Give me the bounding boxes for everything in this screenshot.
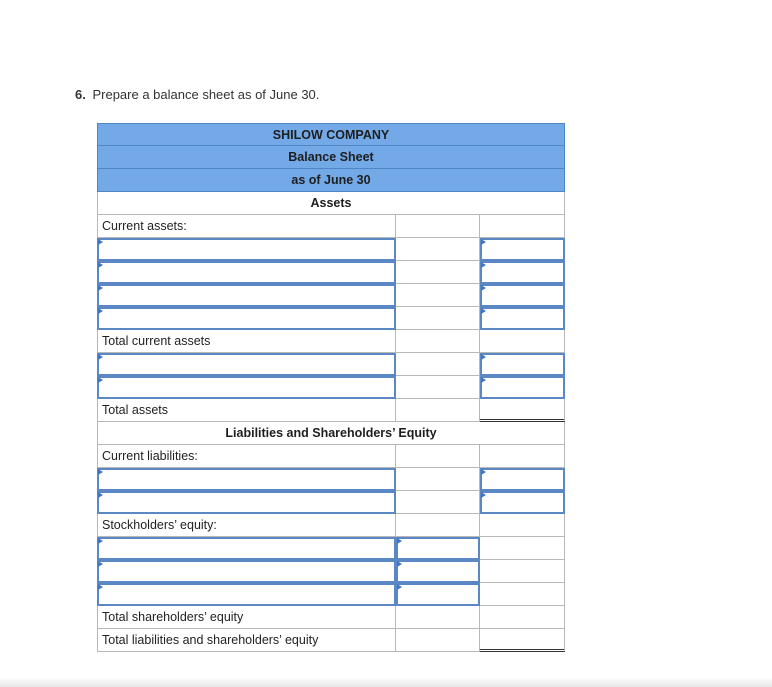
table-row [97, 468, 565, 491]
table-row [97, 261, 565, 284]
current-asset-name-input[interactable] [97, 307, 396, 330]
liability-amount-input[interactable] [480, 491, 565, 514]
current-asset-amount-input[interactable] [480, 307, 565, 330]
current-asset-name-input[interactable] [97, 284, 396, 307]
equity-amount-input[interactable] [396, 583, 480, 606]
table-row [97, 215, 565, 238]
table-row [97, 560, 565, 583]
liabilities-equity-heading: Liabilities and Shareholders’ Equity [97, 422, 565, 445]
table-row [97, 284, 565, 307]
noncurrent-asset-name-input[interactable] [97, 376, 396, 399]
table-row [97, 330, 565, 353]
equity-amount-input[interactable] [396, 537, 480, 560]
equity-name-input[interactable] [97, 560, 396, 583]
table-row [97, 353, 565, 376]
total-assets-value [480, 399, 565, 422]
total-shareholders-equity-value [480, 606, 565, 629]
table-row [97, 537, 565, 560]
current-asset-name-input[interactable] [97, 238, 396, 261]
liability-amount-input[interactable] [480, 468, 565, 491]
noncurrent-asset-amount-input[interactable] [480, 353, 565, 376]
table-row [97, 514, 565, 537]
stockholders-equity-label: Stockholders’ equity: [97, 514, 396, 537]
total-current-assets-label: Total current assets [97, 330, 396, 353]
current-asset-amount-input[interactable] [480, 261, 565, 284]
total-liabilities-equity-label: Total liabilities and shareholders’ equity [97, 629, 396, 652]
noncurrent-asset-name-input[interactable] [97, 353, 396, 376]
table-row [97, 238, 565, 261]
current-assets-label: Current assets: [97, 215, 396, 238]
liability-name-input[interactable] [97, 468, 396, 491]
question-prompt [75, 87, 319, 102]
statement-title: Balance Sheet [97, 146, 565, 169]
equity-name-input[interactable] [97, 583, 396, 606]
question-text: Prepare a balance sheet as of June 30. [92, 87, 320, 102]
table-row [97, 583, 565, 606]
table-row [97, 606, 565, 629]
current-asset-amount-input[interactable] [480, 238, 565, 261]
table-row [97, 399, 565, 422]
total-shareholders-equity-label: Total shareholders’ equity [97, 606, 396, 629]
table-row [97, 629, 565, 652]
table-row [97, 445, 565, 468]
noncurrent-asset-amount-input[interactable] [480, 376, 565, 399]
page-bottom-shadow [0, 677, 772, 687]
total-current-assets-value [480, 330, 565, 353]
total-liabilities-equity-value [480, 629, 565, 652]
table-row [97, 491, 565, 514]
current-liabilities-label: Current liabilities: [97, 445, 396, 468]
equity-amount-input[interactable] [396, 560, 480, 583]
table-row [97, 307, 565, 330]
equity-name-input[interactable] [97, 537, 396, 560]
total-assets-label: Total assets [97, 399, 396, 422]
assets-heading: Assets [97, 192, 565, 215]
question-number: 6. [75, 87, 86, 102]
balance-sheet-table [97, 123, 565, 652]
current-asset-name-input[interactable] [97, 261, 396, 284]
statement-date: as of June 30 [97, 169, 565, 192]
table-row [97, 376, 565, 399]
company-name: SHILOW COMPANY [97, 123, 565, 146]
current-asset-amount-input[interactable] [480, 284, 565, 307]
liability-name-input[interactable] [97, 491, 396, 514]
